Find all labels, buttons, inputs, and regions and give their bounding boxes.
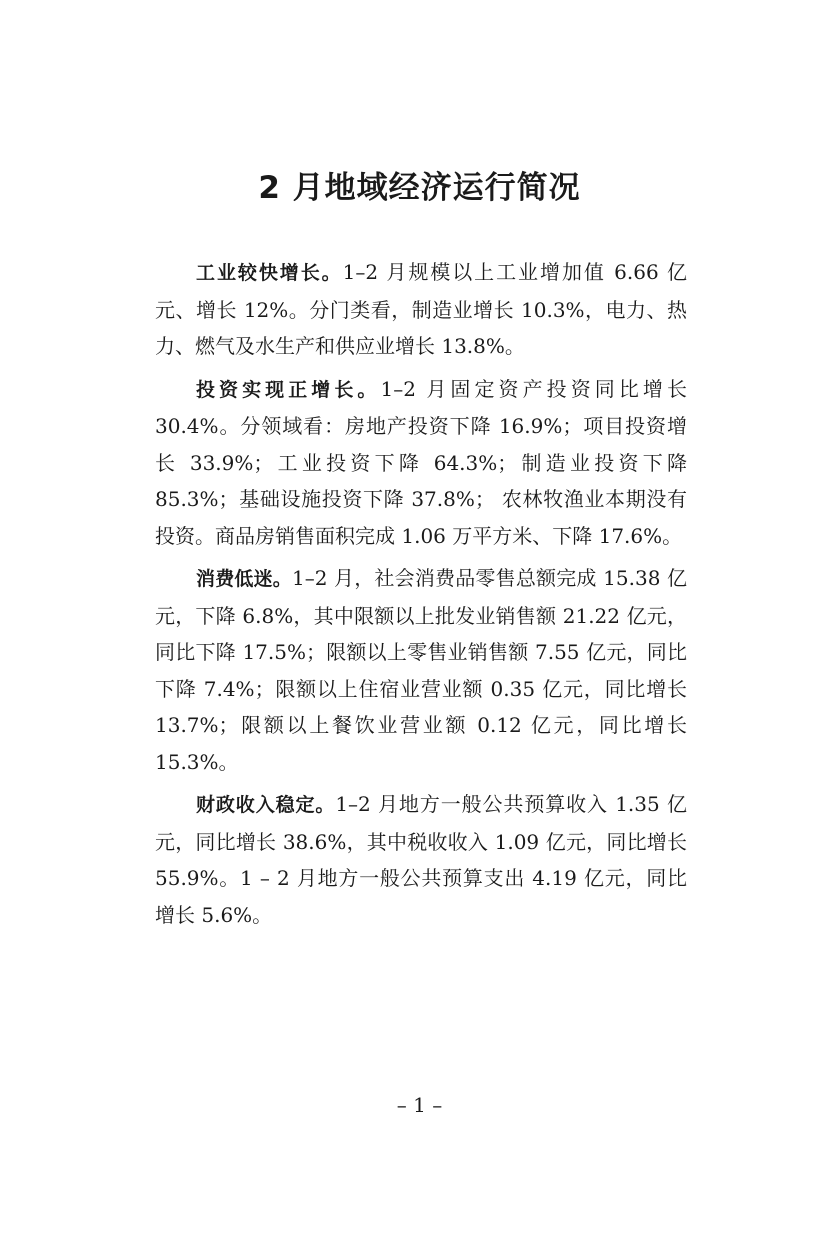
paragraph-investment [155,371,687,555]
paragraph-fiscal [155,786,687,933]
paragraph-heading: 财政收入稳定。 [196,794,336,816]
paragraph-heading: 工业较快增长。 [196,262,343,284]
paragraph-text: 1–2 月固定资产投资同比增长 30.4%。分领域看：房地产投资下降 16.9%；项目投资增长 33.9%；工业投资下降 64.3%；制造业投资下降 85.3%；基础设施投资下降 37.8%； 农林牧渔业本期没有投资。商品房销售面积完成 1.06 万平方米、下降 17.6%。 [155,376,687,548]
paragraph-consumption [155,560,687,780]
page-title: 2 月地域经济运行简况 [258,170,581,206]
paragraph-text: 1–2 月，社会消费品零售总额完成 15.38 亿元，下降 6.8%，其中限额以上批发业销售额 21.22 亿元，同比下降 17.5%；限额以上零售业销售额 7.55 亿元，同比下降 7.4%；限额以上住宿业营业额 0.35 亿元，同比增长 13.7%；限额以上餐饮业营业额 0.12 亿元，同比增长 15.3%。 [155,566,687,774]
paragraph-heading: 消费低迷。 [196,568,293,590]
paragraph-text: 1–2 月规模以上工业增加值 6.66 亿元、增长 12%。分门类看，制造业增长 10.3%，电力、热力、燃气及水生产和供应业增长 13.8%。 [155,260,687,358]
paragraph-industry [155,254,687,365]
page-number: – 1 – [396,1093,443,1117]
paragraph-heading: 投资实现正增长。 [196,378,381,401]
paragraph-text: 1–2 月地方一般公共预算收入 1.35 亿元，同比增长 38.6%，其中税收收入 1.09 亿元，同比增长 55.9%。1 – 2 月地方一般公共预算支出 4.19 亿元，同比增长 5.6%。 [155,792,687,927]
document-body [155,254,687,939]
